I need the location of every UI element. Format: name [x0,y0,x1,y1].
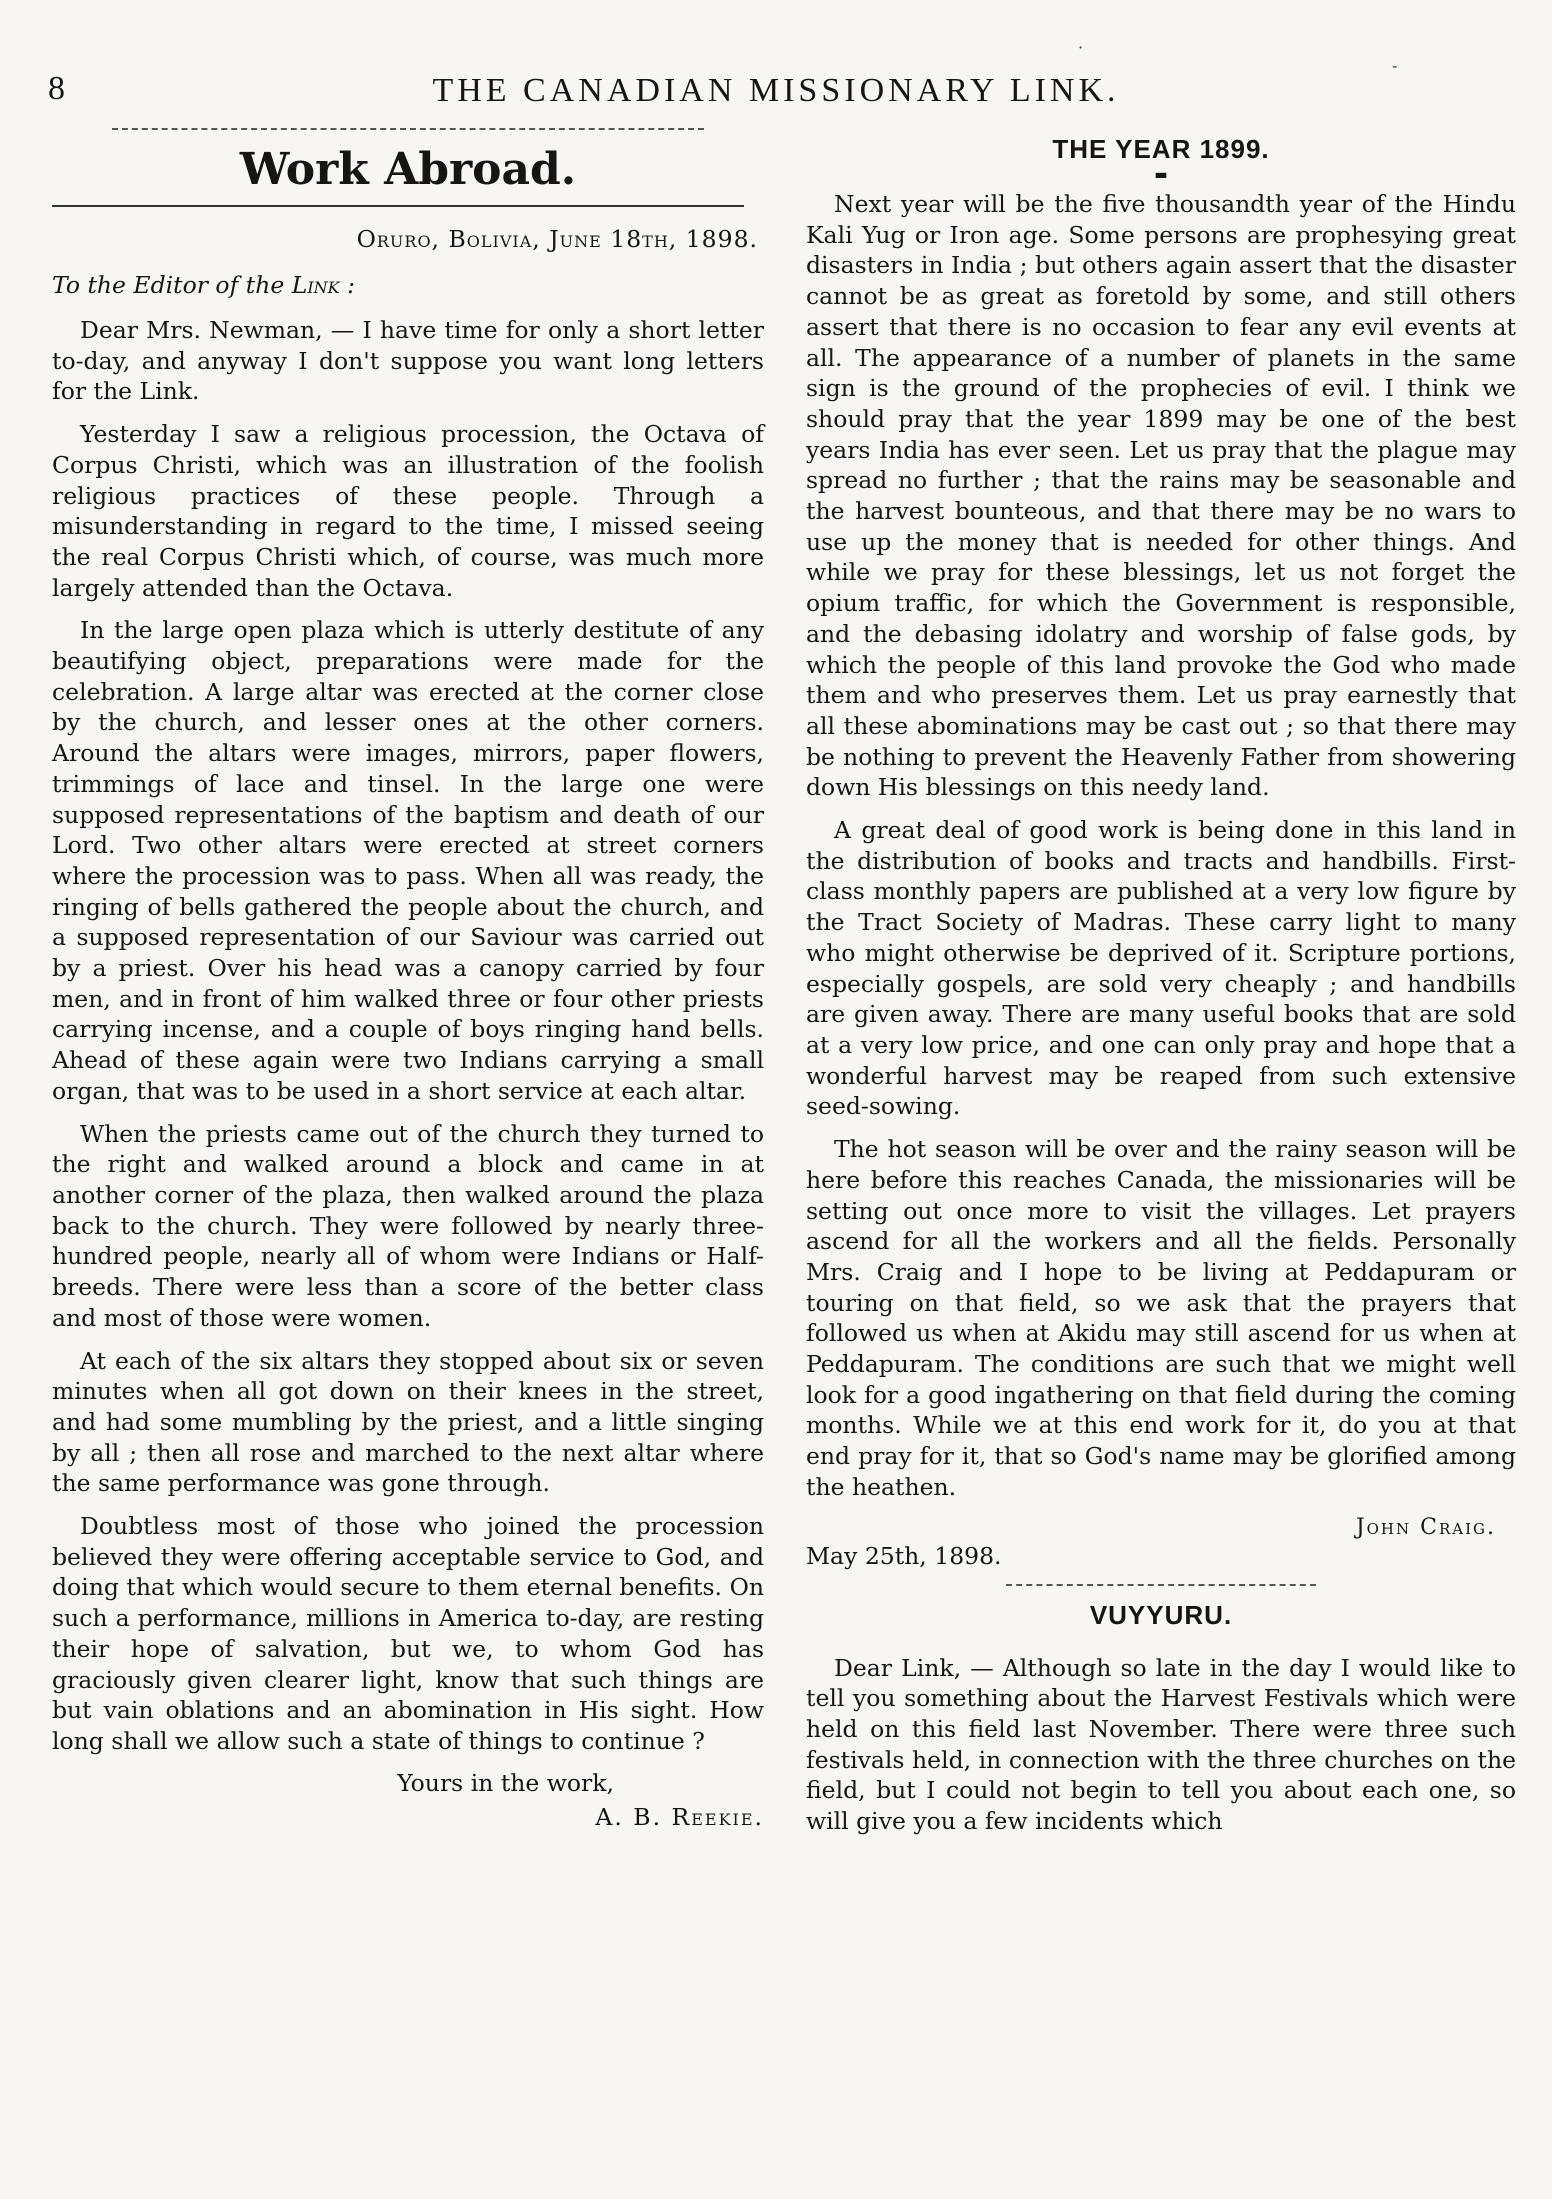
print-speck: - [1392,56,1398,75]
letter-paragraph: When the priests came out of the church they turned to the right and walked around a block and came in at another corner of the plaza, then walked around the plaza back to the church. They were followed by nearly three-hundred people, nearly all of whom were Indians or Half-breeds. There were less than a score of the better class and most of those were women. [52,1119,764,1332]
salutation-prefix: To the Editor of the [52,271,292,299]
letter-paragraph: At each of the six altars they stopped about six or seven minutes when all got down on their knees in the street, and had some mumbling by the priest, and a little singing by all ; then all rose and marched to the next altar where the same performance was gone through. [52,1346,764,1498]
publication-title: THE CANADIAN MISSIONARY LINK. [432,72,1120,109]
letter-paragraph: Dear Mrs. Newman, — I have time for only a short letter to-day, and anyway I don't suppose you want long letters for the Link. [52,316,764,406]
article-date: May 25th, 1898. [806,1541,1002,1570]
letter-signature: A. B. Reekie. [595,1802,764,1831]
section-rule [52,205,744,207]
article-paragraph: A great deal of good work is being done in this land in the distribution of books and tracts and handbills. First-class monthly papers are published at a very low figure by the Tract Society of Madras. These carry light to many who might otherwise be deprived of it. Scripture portions, especially gospels, are sold very cheaply ; and handbills are given away. There are many useful books that are sold at a very low price, and one can only pray and hope that a wonderful harvest may be reaped from such extensive seed-sowing. [806,816,1516,1121]
article-paragraph: Next year will be the five thousandth year of the Hindu Kali Yug or Iron age. Some persons are prophesying great disasters in India ; but others again assert that the disaster cannot be as great as foretold by some, and still others assert that there is no occasion to fear any evil events at all. The appearance of a number of planets in the same sign is the ground of the prophecies of evil. I think we should pray that the year 1899 may be one of the best years India has ever seen. Let us pray that the plague may spread no further ; that the rains may be seasonable and the harvest bounteous, and that there may be no wars to use up the money that is needed for other things. And while we pray for these blessings, let us not forget the opium traffic, for which the Government is responsible, and the debasing idolatry and worship of false gods, by which the people of this land provoke the God who made them and who preserves them. Let us pray earnestly that all these abominations may be cast out ; so that there may be nothing to prevent the Heavenly Father from showering down His blessings on this needy land. [806,190,1516,802]
letter-closing: Yours in the work, [397,1768,614,1797]
salutation-suffix: : [339,271,355,299]
page-number: 8 [48,70,65,107]
article-title-year-1899: THE YEAR 1899. [1052,134,1270,164]
right-column [806,128,1516,1849]
letter-paragraph: In the large open plaza which is utterly destitute of any beautifying object, preparations were made for the celebration. A large altar was erected at the corner close by the church, and lesser ones at the other corners. Around the altars were images, mirrors, paper flowers, trimmings of lace and tinsel. In the large one were supposed representations of the baptism and death of our Lord. Two other altars were erected at street corners where the procession was to pass. When all was ready, the ringing of bells gathered the people about the church, and a supposed representation of our Saviour was carried out by a priest. Over his head was a canopy carried by four men, and in front of him walked three or four other priests carrying incense, and a couple of boys ringing hand bells. Ahead of these again were two Indians carrying a small organ, that was to be used in a short service at each altar. [52,616,764,1105]
salutation [52,271,764,299]
letter-paragraph: Yesterday I saw a religious procession, the Octava of Corpus Christi, which was an illustration of the foolish religious practices of these people. Through a misunderstanding in regard to the time, I missed seeing the real Corpus Christi which, of course, was much more largely attended than the Octava. [52,420,764,602]
salutation-link: Link [291,271,340,299]
article-divider [1006,1584,1316,1586]
article-paragraph: Dear Link, — Although so late in the day I would like to tell you something about the Harvest Festivals which were held on this field last November. There were three such festivals held, in connection with the three churches on the field, but I could not begin to tell you about each one, so will give you a few incidents which [806,1653,1516,1836]
ornamental-rule [112,128,704,130]
left-column [52,120,764,1831]
section-title: Work Abroad. [239,144,577,195]
article-title-vuyyuru: VUYYURU. [1089,1599,1233,1630]
dateline: Oruro, Bolivia, June 18th, 1898. [356,225,758,253]
article-paragraph: The hot season will be over and the rainy season will be here before this reaches Canada, the missionaries will be setting out once more to visit the villages. Let prayers ascend for all the workers and all the fields. Personally Mrs. Craig and I hope to be living at Peddapuram or touring on that field, so we ask that the prayers that followed us when at Akidu may still ascend for us when at Peddapuram. The conditions are such that we might well look for a good ingathering on that field during the coming months. While we at this end work for it, do you at that end pray for it, that so God's name may be glorified among the heathen. [806,1135,1516,1501]
title-ornament: ▬ [1154,167,1168,183]
letter-paragraph: Doubtless most of those who joined the procession believed they were offering acceptable service to God, and doing that which would secure to them eternal benefits. On such a performance, millions in America to-day, are resting their hope of salvation, but we, to whom God has graciously given clearer light, know that such things are but vain oblations and an abomination in His sight. How long shall we allow such a state of things to continue ? [52,1512,764,1755]
article-signature: John Craig. [1355,1514,1496,1540]
print-speck: · [1078,38,1084,57]
